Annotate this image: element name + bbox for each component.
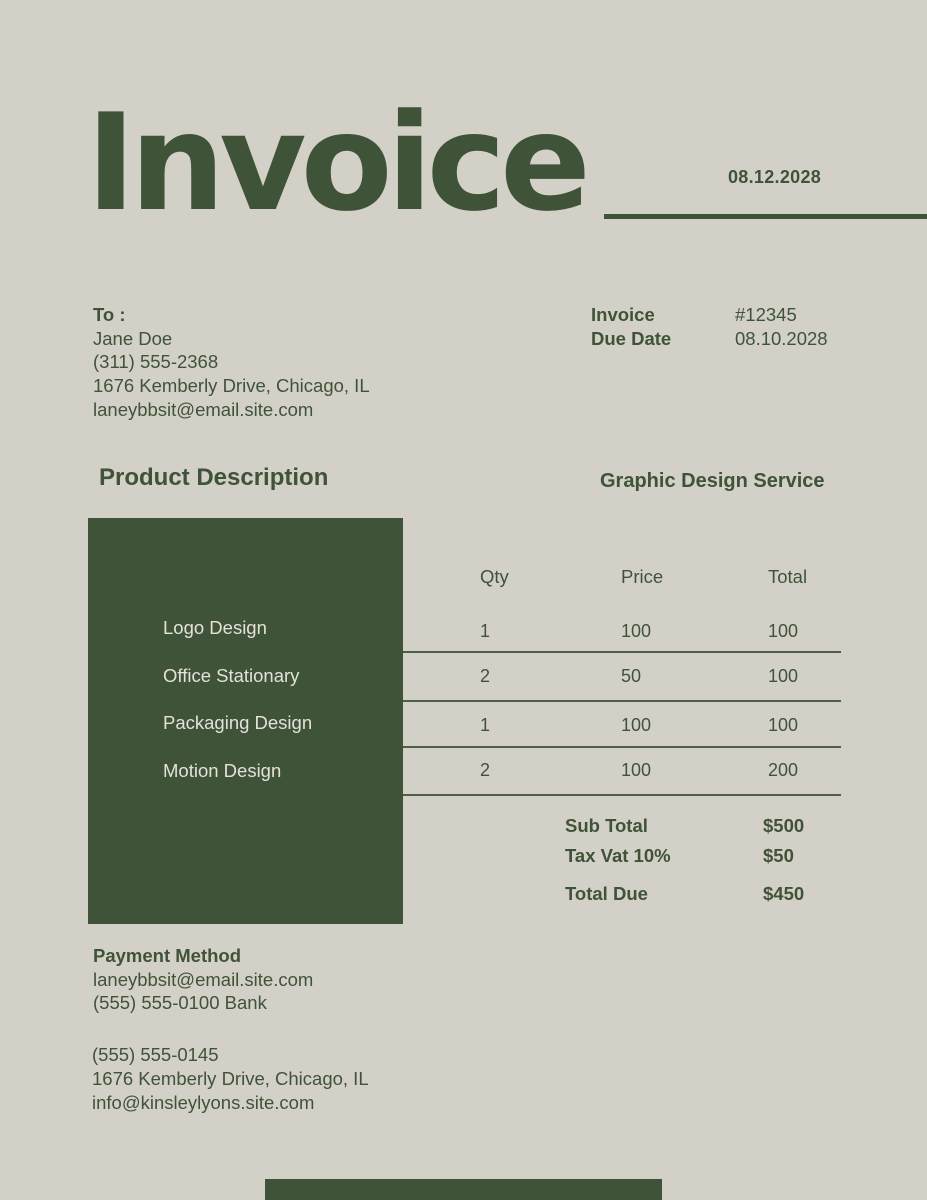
- invoice-number-label: Invoice: [591, 304, 655, 325]
- tax-label: Tax Vat 10%: [565, 845, 671, 866]
- row-divider: [403, 746, 841, 748]
- price-cell: 100: [621, 621, 652, 641]
- due-date-row: [591, 327, 828, 351]
- row-divider: [403, 794, 841, 796]
- payment-email: laneybbsit@email.site.com: [93, 968, 314, 990]
- service-heading: Graphic Design Service: [600, 470, 825, 492]
- qty-cell: 1: [480, 621, 491, 641]
- title-divider: [604, 214, 927, 219]
- due-date-value: 08.10.2028: [735, 327, 828, 349]
- recipient-block: [93, 303, 370, 422]
- recipient-phone: (311) 555-2368: [93, 351, 219, 373]
- price-cell: 100: [621, 715, 652, 735]
- total-cell: 100: [768, 621, 799, 641]
- total-due-value: $450: [763, 883, 805, 904]
- product-description-heading: Product Description: [99, 464, 329, 491]
- price-cell: 100: [621, 760, 652, 780]
- total-cell: 200: [768, 760, 799, 780]
- total-header: Total: [768, 566, 808, 587]
- due-date-label: Due Date: [591, 327, 672, 349]
- price-cell: 50: [621, 666, 642, 686]
- item-label: Logo Design: [163, 617, 267, 638]
- row-divider: [403, 651, 841, 653]
- tax-value: $50: [763, 845, 794, 866]
- contact-address: 1676 Kemberly Drive, Chicago, IL: [92, 1068, 369, 1089]
- invoice-number-row: [591, 303, 828, 327]
- qty-header: Qty: [480, 566, 509, 587]
- payment-bank: (555) 555-0100 Bank: [93, 992, 267, 1014]
- contact-block: [92, 1043, 369, 1115]
- item-label: Office Stationary: [163, 665, 300, 686]
- total-cell: 100: [768, 715, 799, 735]
- contact-phone: (555) 555-0145: [92, 1044, 219, 1065]
- recipient-label: To :: [93, 304, 126, 325]
- qty-cell: 2: [480, 666, 491, 686]
- invoice-date: 08.12.2028: [728, 167, 822, 187]
- item-label: Motion Design: [163, 760, 282, 781]
- contact-email: info@kinsleylyons.site.com: [92, 1092, 315, 1113]
- footer-bar: [265, 1179, 662, 1200]
- recipient-email: laneybbsit@email.site.com: [93, 398, 314, 420]
- row-divider: [403, 700, 841, 702]
- invoice-meta: [591, 303, 828, 350]
- total-due-label: Total Due: [565, 883, 648, 904]
- qty-cell: 2: [480, 760, 491, 780]
- invoice-title: Invoice: [86, 85, 585, 241]
- qty-cell: 1: [480, 715, 491, 735]
- total-cell: 100: [768, 666, 799, 686]
- payment-block: [93, 944, 313, 1015]
- payment-method-label: Payment Method: [93, 945, 242, 966]
- recipient-name: Jane Doe: [93, 327, 173, 349]
- price-header: Price: [621, 566, 664, 587]
- subtotal-value: $500: [763, 815, 805, 836]
- recipient-address: 1676 Kemberly Drive, Chicago, IL: [93, 375, 370, 397]
- item-label: Packaging Design: [163, 712, 313, 733]
- subtotal-label: Sub Total: [565, 815, 648, 836]
- invoice-number-value: #12345: [735, 304, 797, 325]
